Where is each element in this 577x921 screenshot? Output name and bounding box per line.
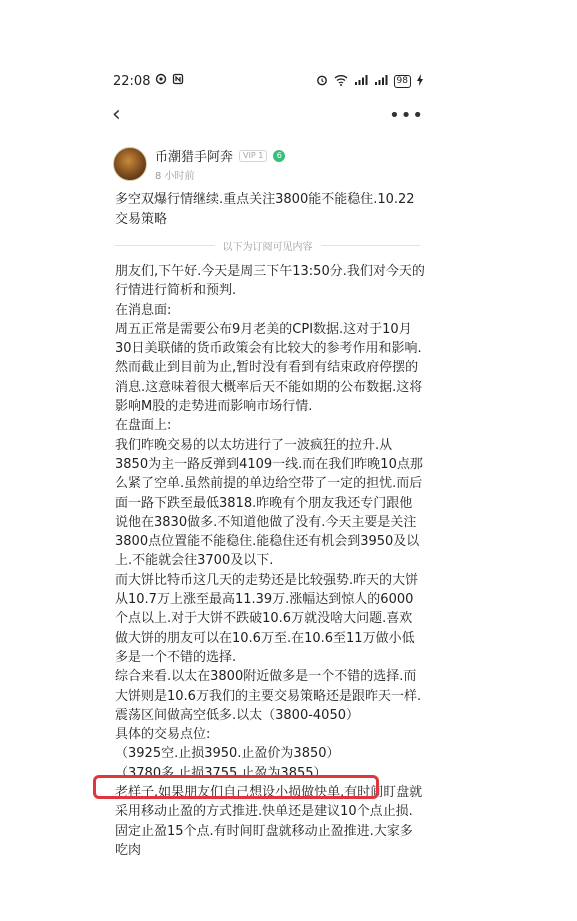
subscriber-only-label: 以下为订阅可见内容 — [222, 241, 313, 253]
vip-badge: VIP 1 — [239, 150, 267, 162]
author-name[interactable]: 币潮猎手阿奔 — [155, 150, 234, 165]
body-paragraph: 具体的交易点位: — [115, 727, 211, 743]
body-paragraph: 朋友们,下午好.今天是周三下午13:50分.我们对今天的行情进行简析和预判. — [115, 264, 425, 299]
divider-line — [115, 245, 215, 246]
body-paragraph: 我们昨晚交易的以太坊进行了一波疯狂的拉升.从3850为主一路反弹到4109一线.而在我们昨晚10点那么紧了空单.虽然前提的单边给空带了一定的担忧.而后面一路下跌至最低3818.昨晚有个朋友我还专门跟他说他在3830做多.不知道他做了没有.今天主要是关注3800点位置能不能稳住.能稳住还有机会到3950及以上.不能就会往3700及以下. — [115, 437, 423, 569]
body-paragraph: 而大饼比特币这几天的走势还是比较强势.昨天的大饼从10.7万上涨至最高11.39万.涨幅达到惊人的6000个点以上.对于大饼不跌破10.6万就没啥大问题.喜欢做大饼的朋友可以在10.6万至.在10.6至11万做小低多是一个不错的选择. — [115, 572, 419, 665]
avatar[interactable] — [113, 147, 147, 181]
level-badge: 6 — [273, 150, 285, 162]
post-body — [115, 262, 425, 860]
body-paragraph: 周五正常是需要公布9月老美的CPI数据.这对于10月30日美联储的货币政策会有比较大的参考作用和影响.然而截止到目前为止,暂时没有看到有结束政府停摆的消息.这意味着很大概率后天不能如期的公布数据.这将影响M股的走势进而影响市场行情. — [115, 321, 423, 415]
author-header — [113, 146, 285, 182]
status-left — [113, 73, 184, 89]
signal-icon — [374, 74, 388, 89]
wifi-icon — [334, 74, 348, 89]
author-row — [155, 146, 285, 165]
subscriber-divider — [115, 238, 420, 252]
nav-bar — [112, 104, 424, 126]
nfc-icon — [172, 73, 184, 89]
author-meta — [155, 146, 285, 182]
charging-icon — [417, 74, 423, 89]
post-time: 8 小时前 — [155, 171, 195, 182]
body-paragraph: 在盘面上: — [115, 418, 172, 434]
status-time: 22:08 — [113, 73, 151, 89]
back-button[interactable]: ‹ — [112, 102, 121, 127]
notification-icon — [155, 73, 167, 89]
status-bar — [113, 71, 423, 91]
alarm-icon — [316, 74, 328, 89]
status-right — [316, 74, 423, 89]
highlight-box — [93, 775, 379, 799]
more-options-button[interactable]: ••• — [389, 104, 424, 126]
body-paragraph: 综合来看.以太在3800附近做多是一个不错的选择.而大饼则是10.6万我们的主要交易策略还是跟昨天一样.震荡区间做高空低多.以太（3800-4050） — [115, 669, 422, 723]
signal-icon — [354, 74, 368, 89]
body-paragraph: 在消息面: — [115, 302, 172, 318]
trade-point-long: （3780多.止损3755.止盈为3855） — [115, 765, 327, 781]
post-title: 多空双爆行情继续.重点关注3800能不能稳住.10.22交易策略 — [115, 192, 415, 227]
trade-point-short: （3925空.止损3950.止盈价为3850） — [115, 746, 340, 762]
battery-indicator: 98 — [394, 75, 411, 88]
body-paragraph: 老样子.如果朋友们自己想设小损做快单.有时间盯盘就采用移动止盈的方式推进.快单还是建议10个点止损.固定止盈15个点.有时间盯盘就移动止盈推进.大家多吃肉 — [115, 785, 423, 858]
divider-line — [321, 245, 421, 246]
